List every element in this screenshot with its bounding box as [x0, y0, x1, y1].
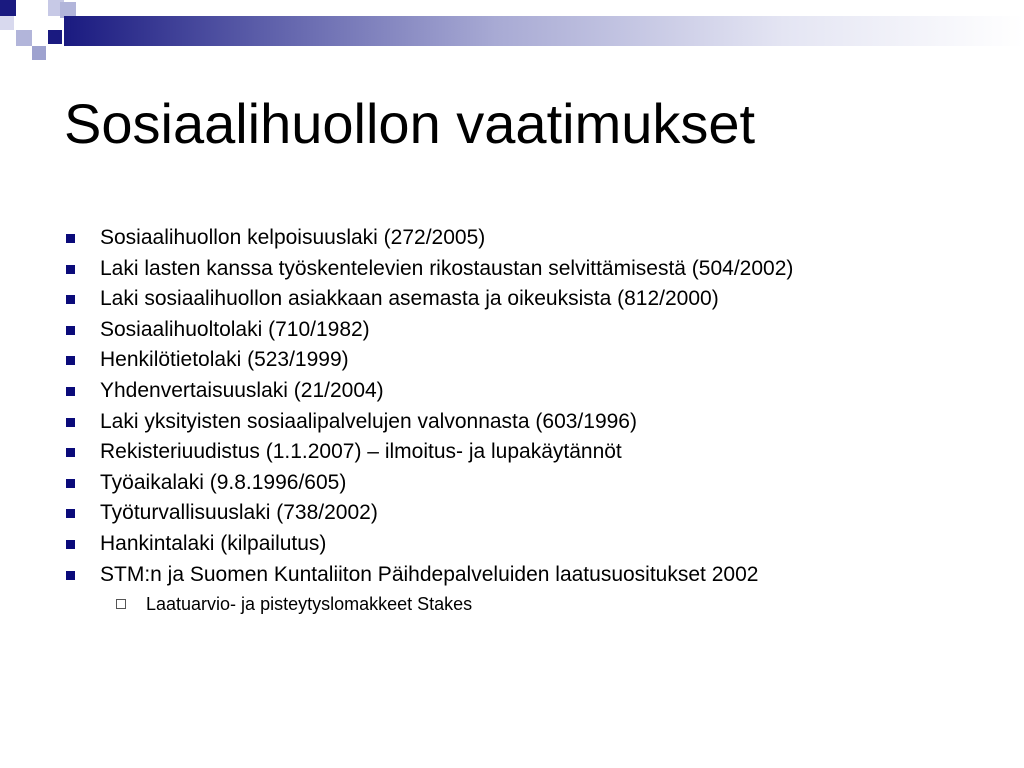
list-item-text: Sosiaalihuoltolaki (710/1982): [100, 317, 370, 341]
list-item-text: Työaikalaki (9.8.1996/605): [100, 470, 347, 494]
list-item-text: Laki sosiaalihuollon asiakkaan asemasta ja oikeuksista (812/2000): [100, 287, 719, 311]
list-item-text: Työturvallisuuslaki (738/2002): [100, 501, 378, 525]
decor-square: [0, 16, 14, 30]
list-item: [64, 468, 994, 499]
list-item: [64, 407, 994, 438]
square-bullet-icon: [66, 418, 75, 427]
list-item: [64, 529, 994, 560]
list-item-text: Henkilötietolaki (523/1999): [100, 348, 349, 372]
square-bullet-icon: [66, 479, 75, 488]
list-item-text: Yhdenvertaisuuslaki (21/2004): [100, 378, 384, 402]
square-bullet-icon: [66, 509, 75, 518]
decor-square: [0, 0, 16, 16]
square-bullet-icon: [66, 571, 75, 580]
list-item-text: Hankintalaki (kilpailutus): [100, 531, 327, 555]
square-bullet-icon: [66, 234, 75, 243]
square-bullet-icon: [66, 356, 75, 365]
list-item: [64, 345, 994, 376]
square-bullet-icon: [66, 448, 75, 457]
list-item: [64, 376, 994, 407]
list-item-text: Laki yksityisten sosiaalipalvelujen valvonnasta (603/1996): [100, 409, 637, 433]
list-item-text: STM:n ja Suomen Kuntaliiton Päihdepalveluiden laatusuositukset 2002: [100, 562, 759, 586]
square-bullet-icon: [66, 387, 75, 396]
square-bullet-icon: [66, 540, 75, 549]
list-item: [64, 284, 994, 315]
list-item-text: Laki lasten kanssa työskentelevien rikostaustan selvittämisestä (504/2002): [100, 256, 794, 280]
list-item-text: Sosiaalihuollon kelpoisuuslaki (272/2005): [100, 226, 486, 249]
list-item: [64, 315, 994, 346]
list-item-text: Rekisteriuudistus (1.1.2007) – ilmoitus- ja lupakäytännöt: [100, 440, 622, 464]
decor-square: [16, 30, 32, 46]
sub-list-item-text: Laatuarvio- ja pisteytyslomakkeet Stakes: [146, 594, 473, 615]
square-bullet-icon: [66, 295, 75, 304]
square-bullet-icon: [66, 326, 75, 335]
square-bullet-icon: [66, 265, 75, 274]
list-item: [64, 437, 994, 468]
decor-square: [32, 46, 46, 60]
header-gradient-bar: [64, 16, 1024, 46]
slide-title: Sosiaalihuollon vaatimukset: [64, 92, 756, 155]
sub-list-item: [64, 590, 994, 618]
decor-square: [48, 30, 62, 44]
hollow-square-bullet-icon: [116, 599, 126, 609]
bullet-list: [64, 223, 994, 618]
list-item: [64, 254, 994, 285]
list-item: [64, 498, 994, 529]
list-item: [64, 223, 994, 254]
list-item: [64, 560, 994, 591]
